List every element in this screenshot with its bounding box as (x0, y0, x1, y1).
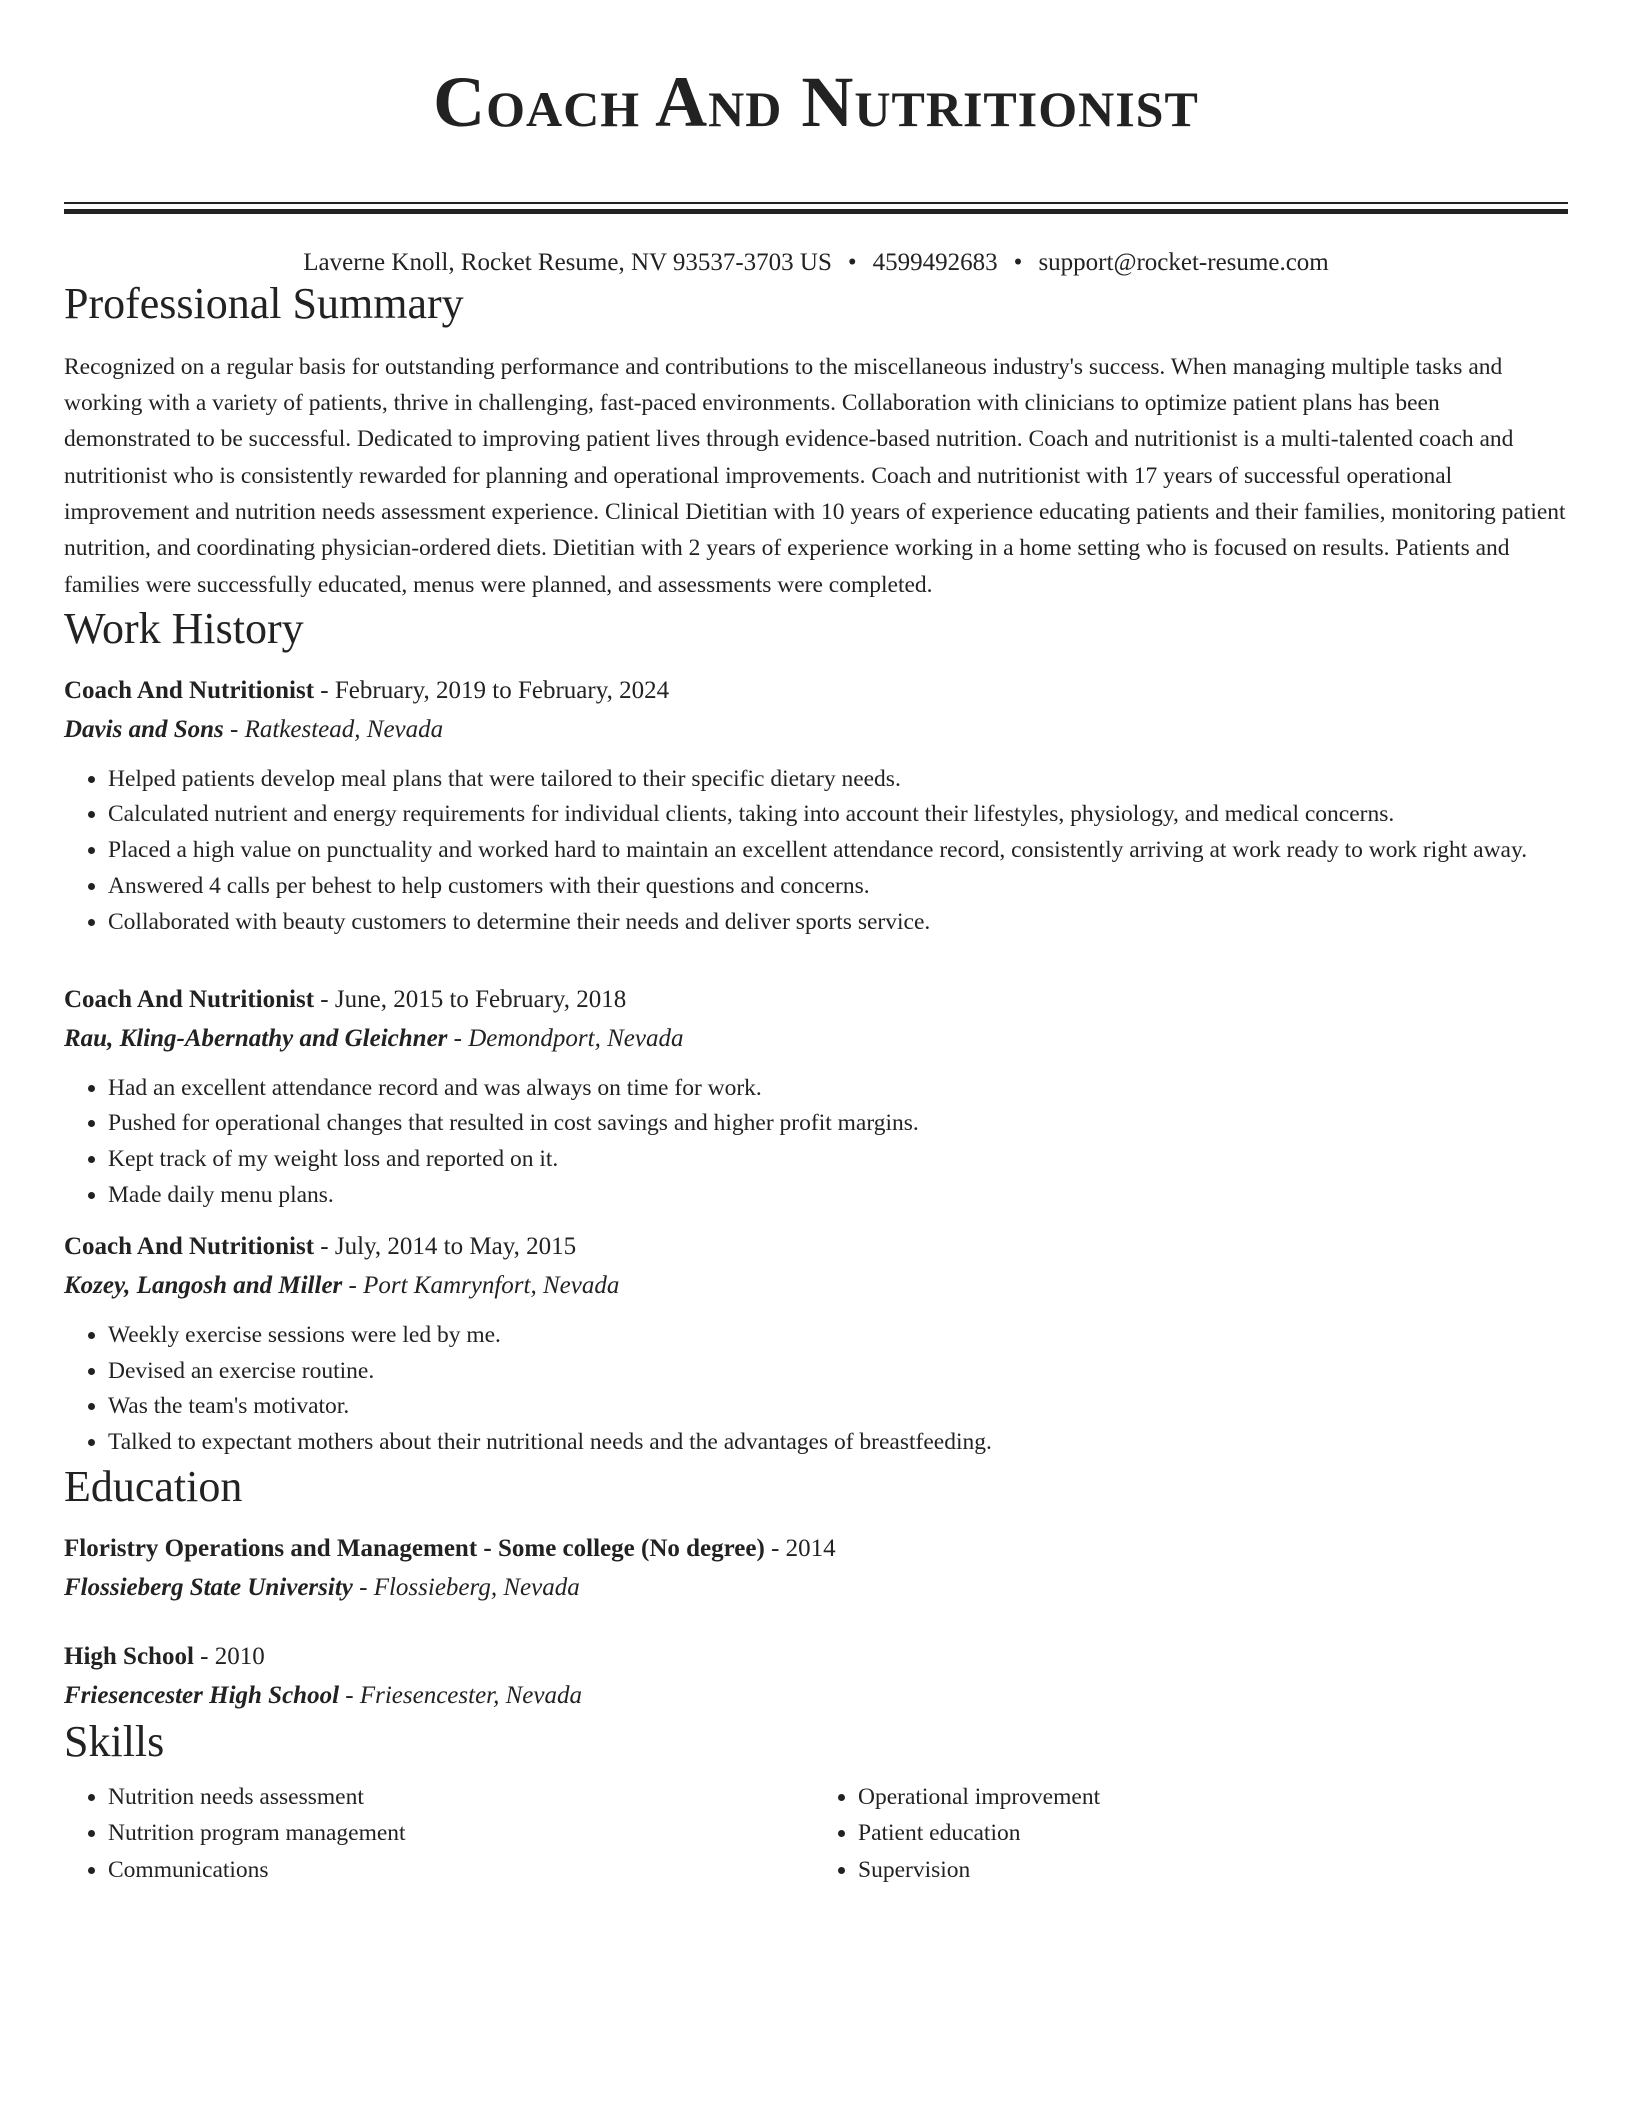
job-company-line (64, 1266, 1568, 1306)
job-bullet-list (64, 1318, 1568, 1461)
education-location: - Friesencester, Nevada (339, 1681, 582, 1709)
job-bullet: • Kept track of my weight loss and reported on it. (108, 1142, 1568, 1178)
education-degree: Floristry Operations and Management - Some college (No degree) (64, 1534, 765, 1562)
job-role: Coach And Nutritionist (64, 985, 315, 1013)
section-title-summary: Professional Summary (64, 279, 464, 328)
job-title-line (64, 1228, 1568, 1266)
job-title-line (64, 981, 1568, 1019)
job-dates: - July, 2014 to May, 2015 (314, 1232, 577, 1260)
contact-address: Laverne Knoll, Rocket Resume, NV 93537-3703 US (303, 249, 832, 276)
job-bullet: • Collaborated with beauty customers to determine their needs and deliver sports service. (108, 905, 1568, 941)
resume-name-title: Coach And Nutritionist (433, 62, 1199, 142)
contact-line (64, 248, 1568, 278)
section-title-work-history: Work History (64, 603, 304, 653)
skill-item: • Operational improvement (858, 1779, 1568, 1816)
job-location: - Ratkestead, Nevada (223, 715, 444, 743)
job-bullet: • Calculated nutrient and energy requirements for individual clients, taking into account their lifestyles, physiology, and medical concerns. (108, 797, 1568, 833)
job-dates: - June, 2015 to February, 2018 (314, 985, 627, 1013)
job-bullet-list (64, 762, 1568, 941)
education-school-line (64, 1568, 1568, 1608)
skill-item: • Supervision (858, 1852, 1568, 1889)
education-location: - Flossieberg, Nevada (352, 1573, 580, 1601)
job-bullet: • Placed a high value on punctuality and worked hard to maintain an excellent attendance record, consistently arriving at work ready to work right away. (108, 833, 1568, 869)
job-company-line (64, 710, 1568, 750)
skill-item: • Communications (108, 1852, 818, 1889)
contact-phone: 4599492683 (872, 249, 998, 276)
skill-item: • Nutrition needs assessment (108, 1779, 818, 1816)
job-bullet: • Was the team's motivator. (108, 1389, 1568, 1425)
job-entry (64, 672, 1568, 941)
education-degree: High School (64, 1642, 194, 1670)
header-double-rule (64, 202, 1568, 214)
education-entry (64, 1638, 1568, 1716)
job-title-line (64, 672, 1568, 710)
job-dates: - February, 2019 to February, 2024 (314, 676, 670, 704)
skills-column (818, 1779, 1568, 1889)
skill-item: • Nutrition program management (108, 1815, 818, 1852)
skills-column (64, 1779, 818, 1889)
section-title-skills: Skills (64, 1716, 165, 1766)
contact-separator: • (1013, 249, 1023, 276)
education-degree-line (64, 1638, 1568, 1676)
job-bullet: • Talked to expectant mothers about their nutritional needs and the advantages of breastfeeding. (108, 1425, 1568, 1461)
skill-item: • Patient education (858, 1815, 1568, 1852)
job-bullet: • Pushed for operational changes that resulted in cost savings and higher profit margins. (108, 1106, 1568, 1142)
job-bullet-list (64, 1071, 1568, 1214)
job-bullet: • Weekly exercise sessions were led by me. (108, 1318, 1568, 1354)
skills-grid (64, 1779, 1568, 1889)
job-company: Davis and Sons (64, 715, 224, 743)
job-bullet: • Answered 4 calls per behest to help customers with their questions and concerns. (108, 869, 1568, 905)
education-year: - 2010 (193, 1642, 265, 1670)
job-bullet: • Helped patients develop meal plans that were tailored to their specific dietary needs. (108, 762, 1568, 798)
job-location: - Port Kamrynfort, Nevada (342, 1271, 620, 1299)
section-title-education: Education (64, 1462, 243, 1512)
job-role: Coach And Nutritionist (64, 1232, 315, 1260)
education-school: Friesencester High School (64, 1681, 340, 1709)
job-bullet: • Had an excellent attendance record and was always on time for work. (108, 1071, 1568, 1107)
job-role: Coach And Nutritionist (64, 676, 315, 704)
education-entry (64, 1530, 1568, 1608)
contact-email: support@rocket-resume.com (1038, 249, 1329, 276)
education-degree-line (64, 1530, 1568, 1568)
job-location: - Demondport, Nevada (447, 1024, 684, 1052)
job-entry (64, 981, 1568, 1214)
job-company: Rau, Kling-Abernathy and Gleichner (64, 1024, 448, 1052)
education-school-line (64, 1676, 1568, 1716)
job-company-line (64, 1019, 1568, 1059)
job-company: Kozey, Langosh and Miller (64, 1271, 343, 1299)
education-year: - 2014 (764, 1534, 836, 1562)
job-bullet: • Made daily menu plans. (108, 1178, 1568, 1214)
summary-text: Recognized on a regular basis for outstanding performance and contributions to the miscellaneous industry's success. When managing multiple tasks and working with a variety of patients, thrive in challenging, fast-paced environments. Collaboration with clinicians to optimize patient plans has been demonstrated to be successful. Dedicated to improving patient lives through evidence-based nutrition. Coach and nutritionist is a multi-talented coach and nutritionist who is consistently rewarded for planning and operational improvements. Coach and nutritionist with 17 years of successful operational improvement and nutrition needs assessment experience. Clinical Dietitian with 10 years of experience educating patients and their families, monitoring patient nutrition, and coordinating physician-ordered diets. Dietitian with 2 years of experience working in a home setting who is focused on results. Patients and families were successfully educated, menus were planned, and assessments were completed. (64, 353, 1566, 598)
contact-separator: • (847, 249, 857, 276)
job-entry (64, 1228, 1568, 1461)
job-bullet: • Devised an exercise routine. (108, 1354, 1568, 1390)
education-school: Flossieberg State University (64, 1573, 353, 1601)
